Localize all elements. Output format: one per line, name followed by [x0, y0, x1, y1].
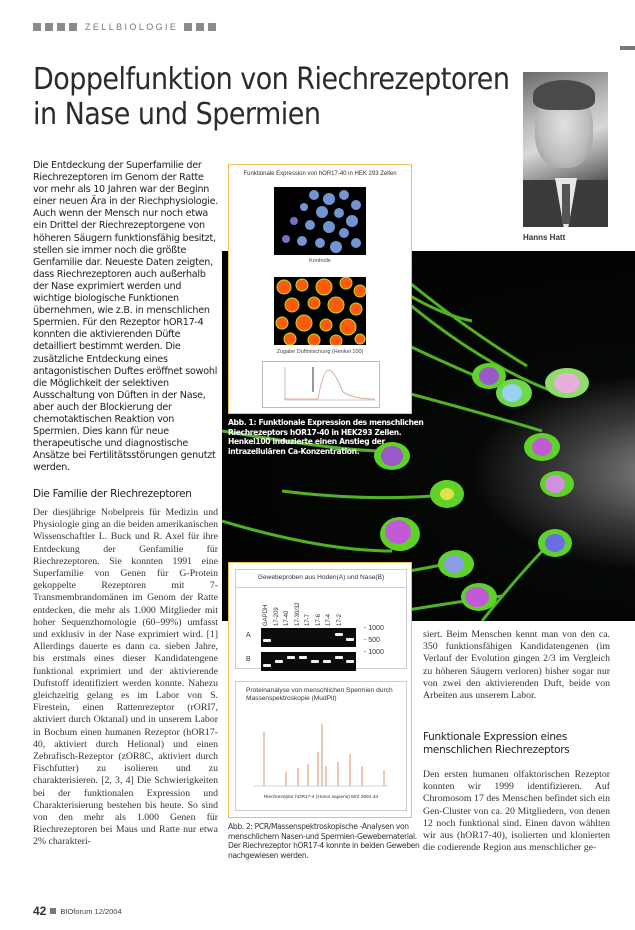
mass-spec-title: Proteinanalyse von menschlichen Spermien durch Massenspektroskopie (MudPit) — [246, 687, 393, 703]
control-cell-image — [274, 187, 366, 255]
gel-title: Gewebeproben aus Hoden(A) und Nase(B) — [257, 574, 385, 581]
page-footer — [33, 904, 122, 918]
section-label: ZELLBIOLOGIE — [85, 22, 179, 32]
title-line-1: Doppelfunktion von Riechrezeptoren — [33, 62, 510, 97]
lane-label: 17-40 — [284, 610, 290, 626]
page-edge-marker — [620, 46, 635, 50]
control-label: Kontrolle — [309, 258, 331, 264]
title-line-2: in Nase und Spermien — [33, 97, 321, 132]
row-label-b: B — [246, 656, 251, 663]
publication-name: BIOforum 12/2004 — [60, 906, 122, 916]
lead-paragraph: Die Entdeckung der Superfamilie der Riechrezeptoren im Genom der Ratte vor mehr als 10 Jahren war der Beginn einer neuen Ära in der Riechphysiologie. Auch wenn der Mensch nur noch etwa ein Drittel der Riechrezeptorgene von höheren Säugern funktionsfähig besitzt, stellen sie immer noch die größte Genfamilie dar. Neueste Daten zeigten, dass Riechrezeptoren auch außerhalb der Nase exprimiert werden und wichtige biologische Funktionen übernehmen, wie z.B. in menschlichen Spermien. Für den Rezeptor hOR17-4 konnten die aktivierenden Düfte detailliert bestimmt werden. Die zusätzliche Entdeckung eines antagonistischen Duftes eröffnet sowohl die Möglichkeit der selektiven Ausschaltung von Düften in der Nase, aber auch der Blockierung der chemotaktischen Reaktion von Spermien. Dies kann für neue therapeutische und diagnostische Ansätze bei Fertilitätsstörungen genutzt werden. — [33, 160, 219, 474]
lane-labels — [260, 592, 344, 626]
mass-spectrum-plot — [236, 682, 406, 810]
article-title — [33, 62, 537, 132]
section1-continued: siert. Beim Menschen kennt man von den ca. 350 funktionsfähigen Kandidatengenen (im Verlauf der Evolution gingen 2/3 im Vergleich zu höheren Säugern verloren) bisher sogar nur von zwei den aktivierenden Duft, beide von Arbeiten aus unserem Labor. — [423, 629, 610, 702]
mass-spec-footer: Riechrezeptor hOR17-4 (Homo sapiens) M/Z 2694.34 — [263, 795, 379, 800]
page-number: 42 — [33, 904, 47, 918]
figure-2-caption: Abb. 2: PCR/Massenspektroskopische -Analysen von menschlichem Nasen-und Spermien-Gewebematerial. Der Riechrezeptor hOR17-4 konnte in beiden Geweben nachgewiesen werden. — [228, 822, 420, 860]
size-marker-500: - 500 — [364, 637, 380, 644]
mass-spectrum-panel — [235, 681, 407, 811]
author-portrait — [523, 72, 608, 227]
lane-label: GAPDH — [263, 604, 269, 626]
figure-1-caption: Abb. 1: Funktionale Expression des menschlichen Riechrezeptors hOR17-40 in HEK293 Zellen. Henkel100 induzierte einen Anstieg der intrazellulären Ca-Konzentration. — [228, 418, 424, 456]
section-tag — [33, 22, 218, 32]
figure-2-panel — [228, 562, 412, 818]
pcr-gel-panel — [235, 569, 407, 669]
figure-1-title: Funktionale Expression von hOR17-40 in HEK 293 Zellen — [243, 171, 397, 177]
lane-label: 17-6 — [315, 613, 322, 626]
section2-body: Den ersten humanen olfaktorischen Rezeptor konnten wir 1999 identifizieren. Auf Chromosom 17 des Menschen befindet sich ein Gen-Cluster von ca. 20 Mitgliedern, von denen 12 noch funktional sind. Einen davon wählten wir aus (hOR17-40), isolierten und klonierten die codierende Region aus menschlicher ge- — [423, 769, 610, 854]
author-name: Hanns Hatt — [523, 233, 566, 242]
gel-row-b — [261, 652, 356, 671]
size-marker-1000-b: - 1000 — [364, 649, 384, 656]
size-marker-1000: - 1000 — [364, 625, 384, 632]
lane-label: 17-7 — [305, 613, 311, 626]
lane-label: 17-2 — [336, 613, 343, 626]
lane-label: 17-30/32 — [294, 602, 301, 626]
calcium-trace-plot — [262, 361, 380, 408]
stimulus-cell-image — [274, 277, 366, 345]
stimulus-label: Zugabe Duftmischung (Henkel 100) — [276, 349, 364, 355]
section1-body: Der diesjährige Nobelpreis für Medizin und Physiologie ging an die beiden amerikanischen Wissenschaftler L. Buck und R. Axel für ihre Entdeckung der Genfamilie für Riechrezeptoren. Sie konnten 1991 eine Superfamilie von Genen für G-Protein gekoppelte Rezeptoren mit 7-Transmembrandomänen im Genom der Ratte entdecken, die mehr als 1.000 Mitglieder mit hoher Sequenzhomologie (60–99%) umfasst und exklusiv in der Nase exprimiert wird. [1] Allerdings dauerte es dann ca. sieben Jahre, bis erstmals eines dieser Kandidatengene funktional exprimiert und der aktivierende Duftstoff identifiziert werden konnte. Nahezu gleichzeitig gelang es im Labor von S. Firestein, einen Rattenrezeptor (rORI7, aktiviert durch Oktanal) und in unserem Labor in Bochum einen humanen Rezeptor (hOR17-40, aktiviert durch Helional) und einen Zebrafisch-Rezeptor (zOR8C, aktiviert durch Fischfutter) zu isolieren und zu charakterisieren. [2, 3, 4] Die Schwierigkeiten bei der funktionalen Expression und Charakterisierung bestehen bis heute. So sind von den mehr als 1.000 Genen für Riechrezeptoren bei Maus und Ratte nur etwa 2% charakteri- — [33, 507, 218, 848]
section-heading-expression: Funktionale Expression eines menschlichen Riechrezeptors — [423, 731, 570, 756]
lane-label: 17-4 — [326, 613, 332, 626]
section-heading-family: Die Familie der Riechrezeptoren — [33, 488, 192, 500]
figure-1-panel — [228, 164, 412, 414]
row-label-a: A — [246, 632, 251, 639]
lane-label: 17-209 — [273, 607, 280, 626]
gel-row-a — [261, 628, 356, 647]
